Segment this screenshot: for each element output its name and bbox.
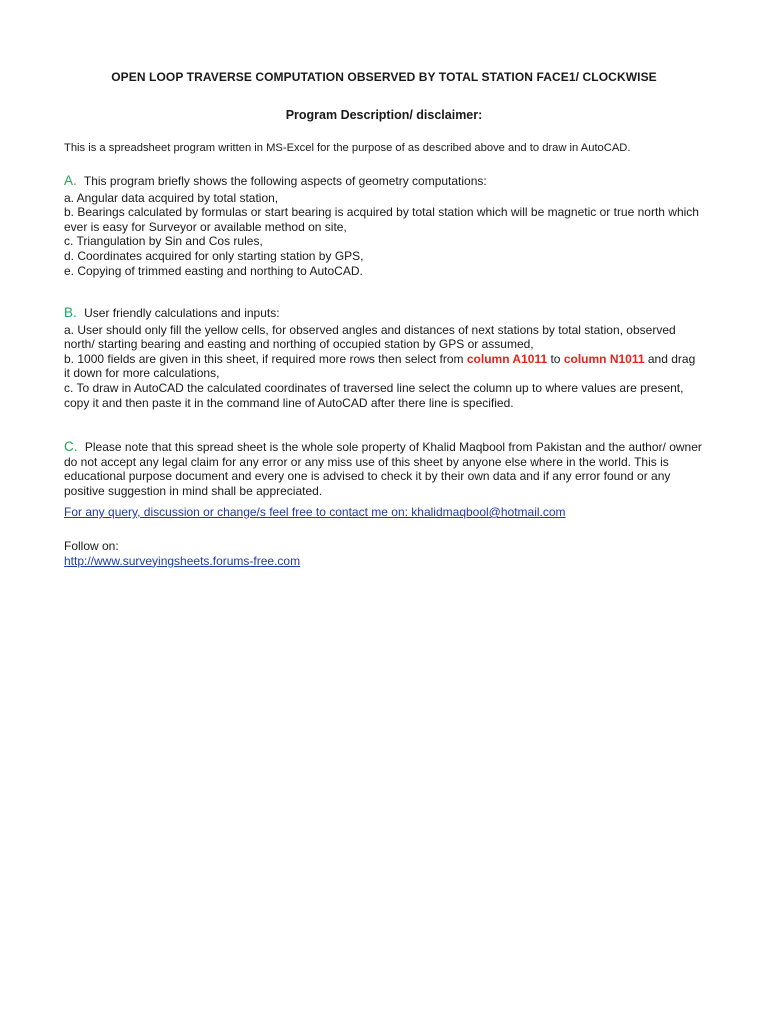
- contact-email-link[interactable]: For any query, discussion or change/s feel free to contact me on: khalidmaqbool@hotmail.com: [64, 505, 566, 519]
- section-b-item-b-prefix: b. 1000 fields are given in this sheet, if required more rows then select from: [64, 351, 467, 366]
- document-subtitle: Program Description/ disclaimer:: [285, 108, 483, 122]
- section-a-item: a. Angular data acquired by total station,: [64, 190, 279, 205]
- section-c-text: Please note that this spread sheet is the whole sole property of Khalid Maqbool from Pakistan and the author/ owner do not accept any legal claim for any error or any miss use of this sheet by anyone else where in the world. This is educational purpose document and every one is advised to check it by their own data and if any error found or any positive suggestion in mind shall be appreciated.: [64, 440, 702, 498]
- section-b-item-b-to: to: [547, 351, 564, 366]
- section-b: [64, 306, 704, 410]
- section-a-item: b. Bearings calculated by formulas or start bearing is acquired by total station which will be magnetic or true north which ever is easy for Surveyor or available method on site,: [64, 205, 699, 234]
- follow-label: Follow on:: [64, 539, 119, 553]
- follow-section: [64, 539, 300, 568]
- section-b-item-a: a. User should only fill the yellow cells, for observed angles and distances of next stations by total station, observed north/ starting bearing and easting and northing of occupied station by GPS or assumed,: [64, 322, 676, 352]
- website-link[interactable]: http://www.surveyingsheets.forums-free.com: [64, 553, 301, 568]
- section-a-item: c. Triangulation by Sin and Cos rules,: [64, 234, 263, 249]
- section-a-letter: A.: [64, 173, 77, 188]
- column-n1011-highlight: column N1011: [563, 351, 645, 366]
- section-b-item-b: [64, 352, 704, 381]
- section-a: [64, 174, 704, 278]
- section-c-paragraph: [64, 440, 704, 498]
- document-title: OPEN LOOP TRAVERSE COMPUTATION OBSERVED BY TOTAL STATION FACE1/ CLOCKWISE: [111, 70, 657, 84]
- section-a-item: d. Coordinates acquired for only starting station by GPS,: [64, 248, 364, 263]
- contact-line[interactable]: [64, 505, 566, 519]
- section-b-letter: B.: [64, 305, 77, 320]
- section-b-item-b-suffix: and drag it down for more calculations,: [64, 351, 696, 381]
- section-a-item: e. Copying of trimmed easting and northing to AutoCAD.: [64, 263, 363, 278]
- section-b-item-c: c. To draw in AutoCAD the calculated coordinates of traversed line select the column up to where values are present, copy it and then paste it in the command line of AutoCAD after there line is specified.: [64, 380, 684, 410]
- section-b-lead: [64, 306, 704, 321]
- section-a-lead-text: This program briefly shows the following aspects of geometry computations:: [83, 174, 487, 188]
- column-a1011-highlight: column A1011: [466, 351, 548, 366]
- intro-paragraph: This is a spreadsheet program written in MS-Excel for the purpose of as described above and to draw in AutoCAD.: [64, 142, 631, 154]
- section-a-lead: [64, 174, 704, 189]
- section-c: [64, 440, 704, 498]
- section-b-lead-text: User friendly calculations and inputs:: [84, 306, 280, 320]
- section-c-letter: C.: [64, 439, 78, 454]
